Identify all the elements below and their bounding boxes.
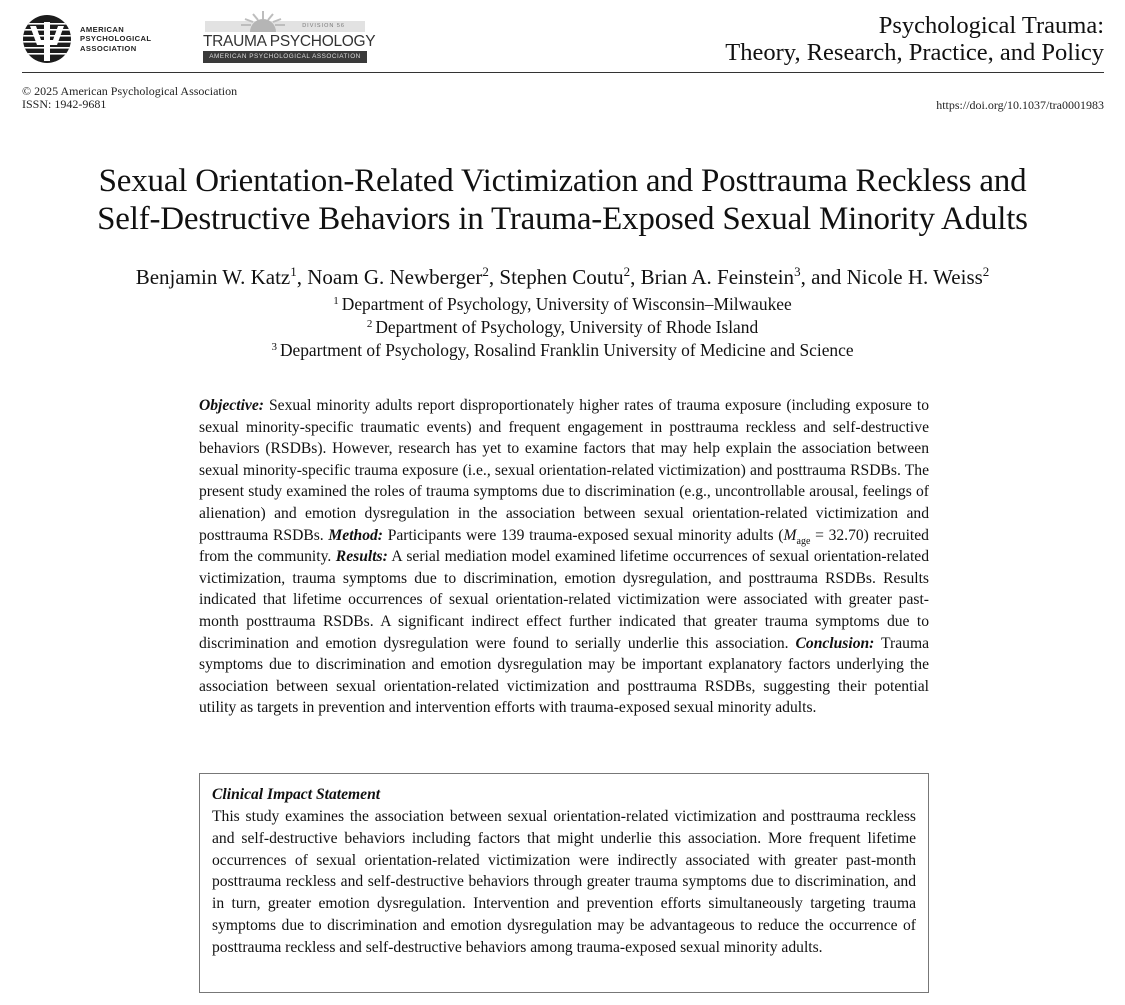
- affiliation: [0, 316, 1125, 339]
- affiliation-text: Department of Psychology, University of Wisconsin–Milwaukee: [341, 294, 792, 314]
- apa-logo: [22, 14, 151, 64]
- affiliation-text: Department of Psychology, Rosalind Franklin University of Medicine and Science: [279, 340, 854, 360]
- apa-psi-emblem-icon: [22, 14, 72, 64]
- abstract-objective-text: Sexual minority adults report disproportionately higher rates of trauma exposure (including exposure to sexual minority-specific traumatic events) and frequent engagement in posttrauma reckless and self-destructive behaviors (RSDBs). However, research has yet to examine factors that may help explain the association between sexual minority-specific trauma exposure (i.e., sexual orientation-related victimization) and posttrauma RSDBs. The present study examined the roles of trauma symptoms due to discrimination (e.g., uncontrollable arousal, feelings of alienation) and emotion dysregulation in the association between sexual orientation-related victimization and posttrauma RSDBs.: [199, 397, 929, 544]
- abstract-conclusion-text: Trauma symptoms due to discrimination and emotion dysregulation may be important explanatory factors underlying the association between sexual orientation-related victimization and posttrauma RSDBs, suggesting their potential utility as targets in prevention and intervention efforts with trauma-exposed sexual minority adults.: [199, 634, 929, 717]
- author-separator: , and: [800, 265, 847, 289]
- clinical-impact-statement-box: [199, 773, 929, 993]
- journal-title: [725, 12, 1104, 66]
- header-divider: [22, 72, 1104, 73]
- clinical-impact-heading: Clinical Impact Statement: [212, 786, 381, 803]
- clinical-impact-body: This study examines the association between sexual orientation-related victimization and posttrauma reckless and self-destructive behaviors including factors that might underlie this association. More frequent lifetime occurrences of sexual orientation-related victimization were indirectly associated with greater past-month posttrauma reckless and self-destructive behaviors through greater trauma symptoms due to discrimination, and in turn, greater emotion dysregulation. Intervention and prevention efforts simultaneously targeting trauma symptoms due to discrimination and emotion dysregulation may be advantageous to reduce the occurrence of posttrauma reckless and self-destructive behaviors among trauma-exposed sexual minority adults.: [212, 808, 916, 956]
- abstract-results-text: A serial mediation model examined lifetime occurrences of sexual orientation-related victimization, trauma symptoms due to discrimination, emotion dysregulation, and posttrauma RSDBs. Results indicated that lifetime occurrences of sexual orientation-related victimization were associated with greater past-month posttrauma RSDBs. A significant indirect effect further indicated that greater trauma symptoms due to discrimination and emotion dysregulation were found to serially underlie this association.: [199, 548, 930, 652]
- author-name: Nicole H. Weiss: [846, 265, 983, 289]
- apa-logo-line: PSYCHOLOGICAL: [80, 34, 152, 44]
- apa-logo-line: ASSOCIATION: [80, 43, 137, 53]
- author-affiliation-marker: 2: [482, 264, 489, 279]
- author-separator: ,: [296, 265, 308, 289]
- mean-subscript: age: [796, 535, 811, 547]
- author: [847, 265, 990, 289]
- division-subtitle: AMERICAN PSYCHOLOGICAL ASSOCIATION: [203, 51, 367, 63]
- abstract-method-text: Participants were 139 trauma-exposed sexual minority adults (: [382, 526, 784, 544]
- apa-logo-line: AMERICAN: [80, 24, 125, 34]
- journal-title-line: Theory, Research, Practice, and Policy: [725, 39, 1104, 66]
- author-name: Stephen Coutu: [499, 265, 624, 289]
- article-title-line: Self-Destructive Behaviors in Trauma-Exposed Sexual Minority Adults: [97, 201, 1028, 237]
- author-affiliation-marker: 3: [794, 264, 801, 279]
- affiliation-number: 1: [333, 295, 339, 307]
- affiliation: [0, 293, 1125, 316]
- division-title: TRAUMA PSYCHOLOGY: [203, 33, 376, 50]
- article-title: [0, 162, 1125, 238]
- abstract-method-text-cont: = 32.70) recruited from the community.: [199, 526, 929, 566]
- abstract-objective-label: Objective:: [199, 397, 264, 414]
- author-name: Brian A. Feinstein: [640, 265, 795, 289]
- author: [136, 265, 297, 289]
- abstract-results-label: Results:: [335, 548, 388, 566]
- author-list: [0, 265, 1125, 289]
- author: [641, 265, 801, 289]
- page-header: [0, 0, 1125, 74]
- author: [499, 265, 630, 289]
- mean-symbol: M: [783, 526, 797, 544]
- doi-link[interactable]: https://doi.org/10.1037/tra0001983: [936, 98, 1104, 112]
- trauma-psychology-division-logo: [203, 10, 376, 68]
- abstract-conclusion-label: Conclusion:: [795, 634, 875, 652]
- journal-title-line: Psychological Trauma:: [878, 12, 1104, 39]
- abstract-method-label: Method:: [328, 526, 383, 544]
- author-affiliation-marker: 2: [982, 264, 990, 279]
- affiliation-number: 2: [366, 318, 373, 330]
- division-logo-top: [203, 10, 367, 32]
- author: [307, 265, 489, 289]
- affiliation-list: [0, 293, 1125, 362]
- affiliation-number: 3: [271, 341, 277, 353]
- author-separator: ,: [630, 265, 641, 289]
- author-affiliation-marker: 1: [290, 264, 297, 279]
- author-name: Noam G. Newberger: [307, 265, 483, 289]
- article-title-line: Sexual Orientation-Related Victimization and Posttrauma Reckless and: [98, 163, 1027, 199]
- author-separator: ,: [488, 265, 500, 289]
- affiliation-text: Department of Psychology, University of Rhode Island: [375, 317, 759, 337]
- copyright-block: [22, 85, 237, 110]
- issn: ISSN: 1942-9681: [22, 96, 107, 111]
- abstract: [199, 395, 929, 719]
- affiliation: [0, 339, 1125, 362]
- author-name: Benjamin W. Katz: [135, 265, 291, 289]
- copyright: © 2025 American Psychological Association: [22, 84, 238, 98]
- author-affiliation-marker: 2: [623, 264, 631, 279]
- division-label: DIVISION 56: [302, 23, 345, 29]
